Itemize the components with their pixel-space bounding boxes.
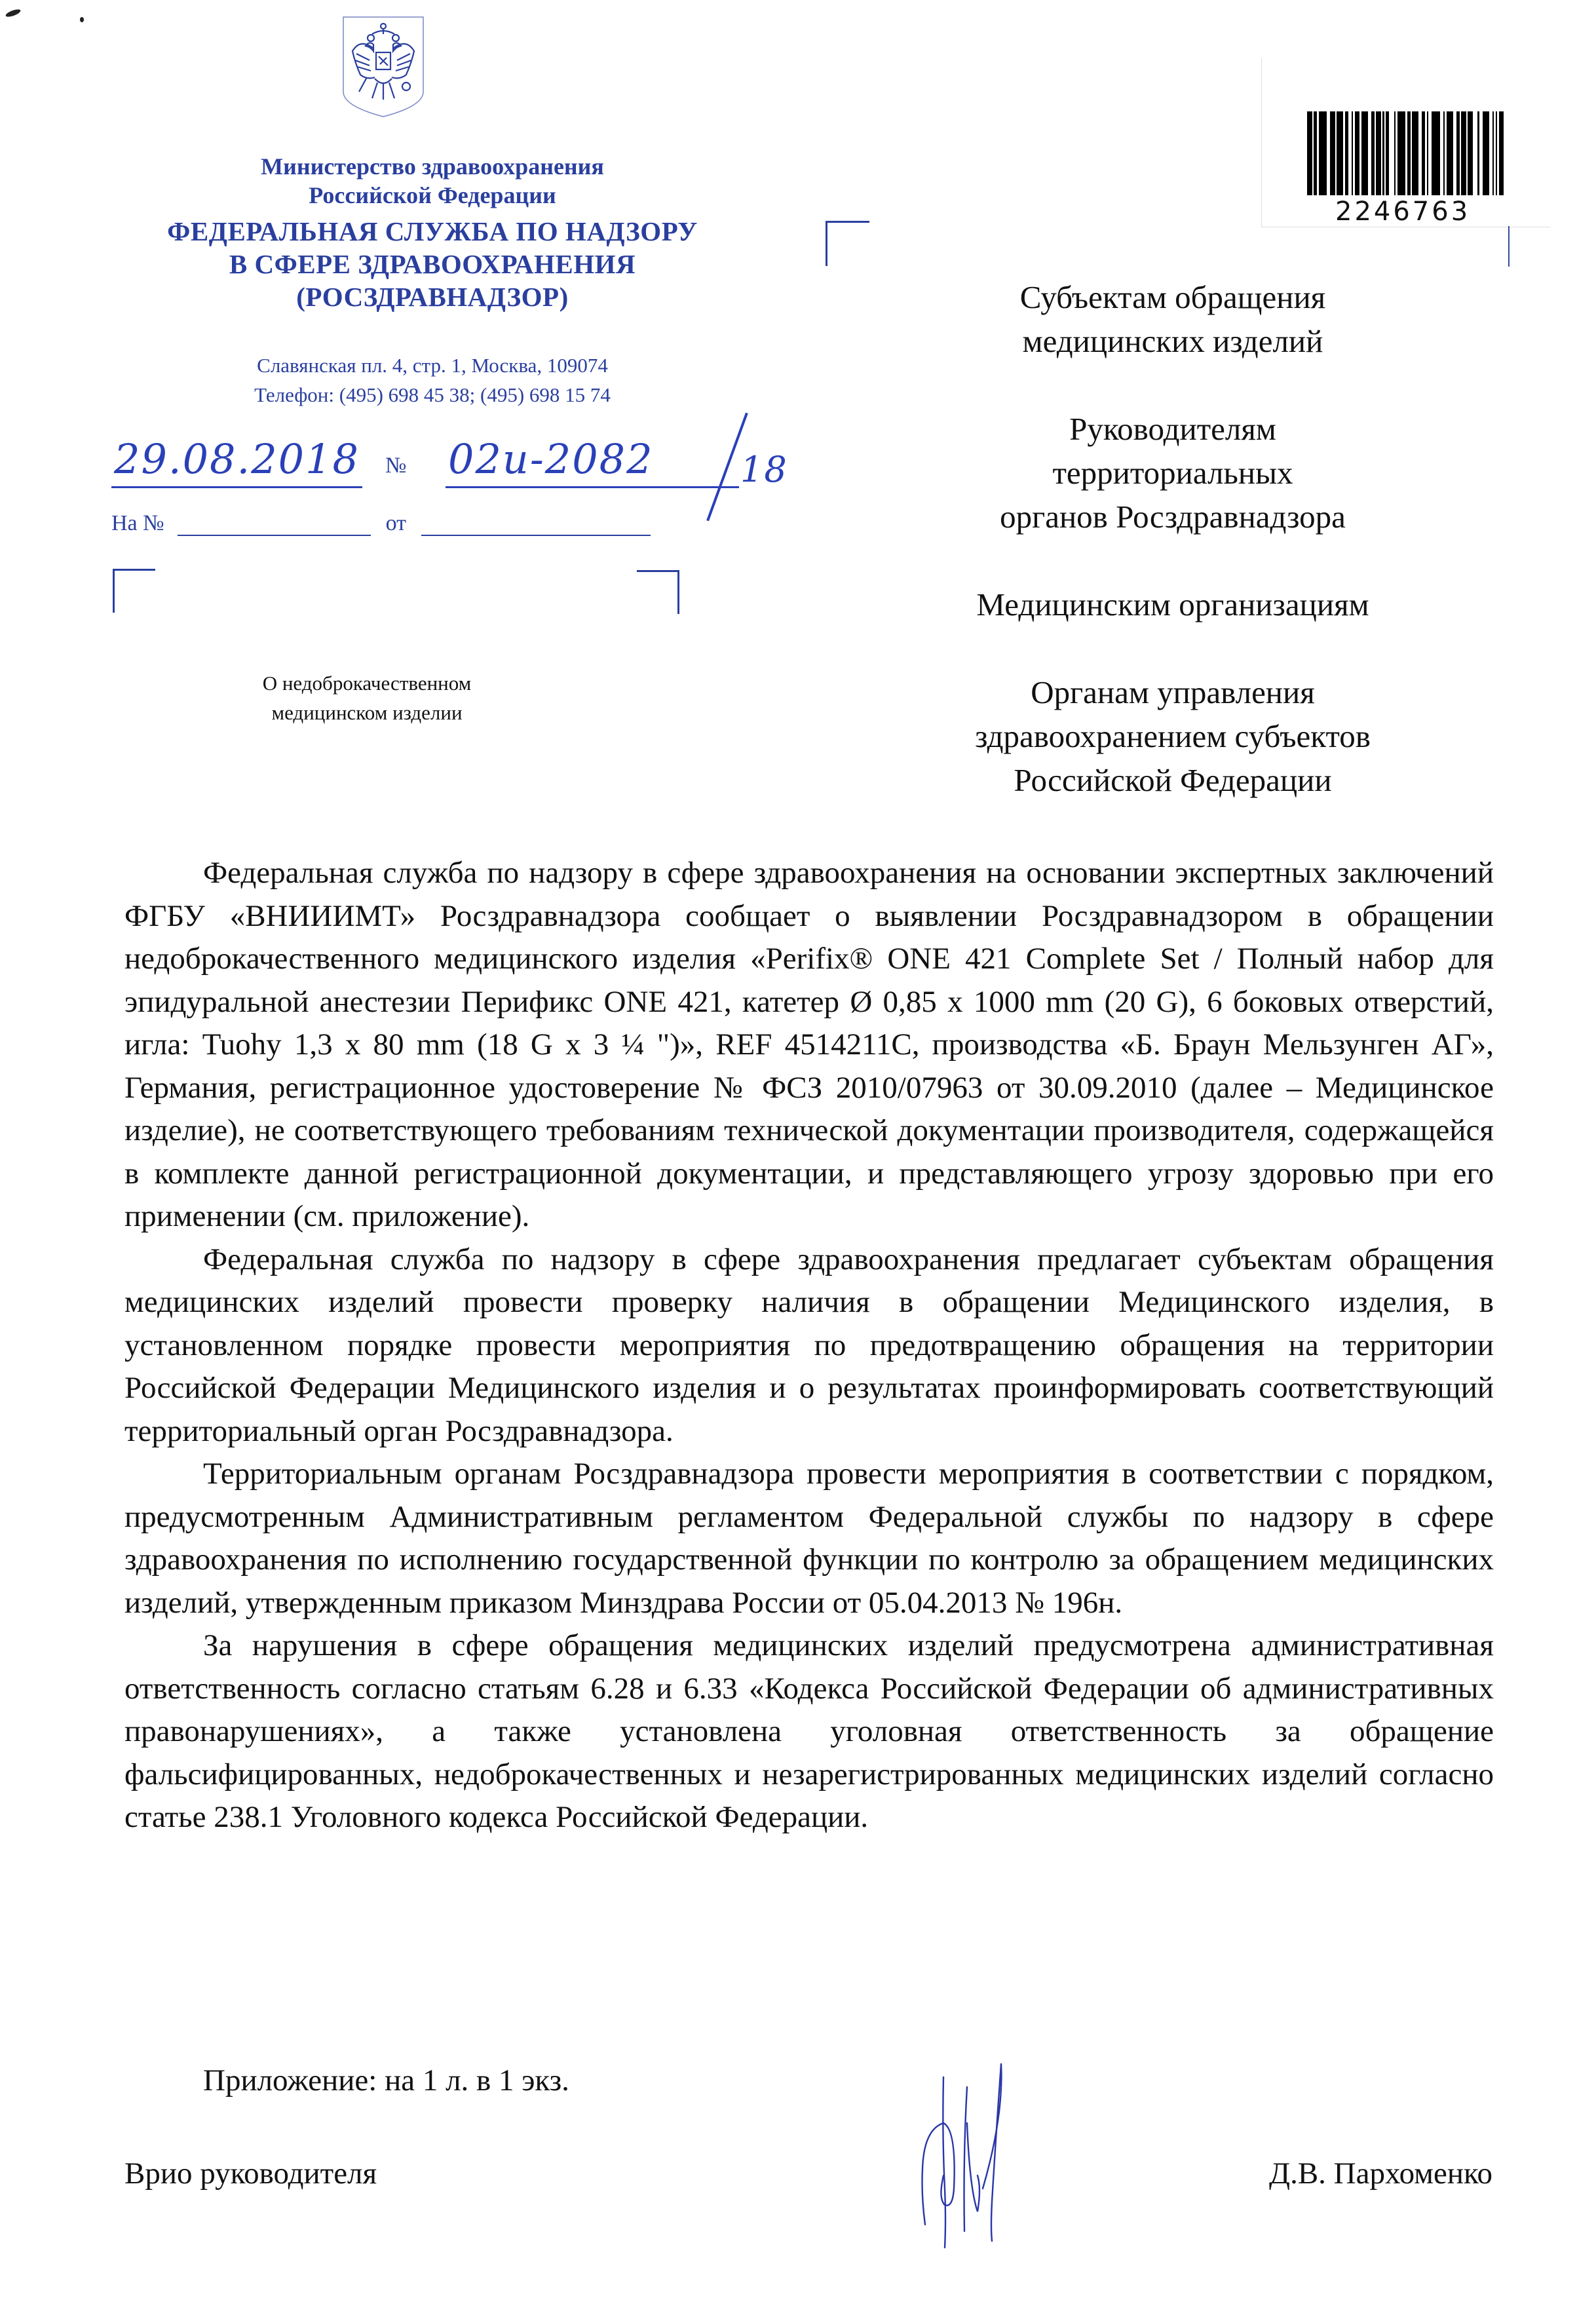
reply-date-label: от	[385, 511, 407, 535]
recipient-line: Российской Федерации	[1014, 762, 1332, 798]
phone-line: Телефон: (495) 698 45 38; (495) 698 15 74	[254, 383, 611, 406]
reply-number-field	[178, 515, 371, 536]
ministry-name-line-1: Министерство здравоохранения	[261, 153, 604, 180]
recipient-group	[904, 583, 1441, 626]
service-name-line-2: В СФЕРЕ ЗДРАВООХРАНЕНИЯ	[229, 249, 636, 279]
recipient-line: медицинских изделий	[1022, 323, 1323, 359]
barcode-bar	[1461, 111, 1466, 195]
subject-bracket-left	[113, 569, 155, 613]
number-sign: №	[385, 453, 407, 478]
body-paragraph: За нарушения в сфере обращения медицинских изделий предусмотрена административная ответственность согласно статьям 6.28 и 6.33 «Кодекса Российской Федерации об административных правонарушениях», а также установлена уголовная ответственность за обращение фальсифицированных, недоброкачественных и незарегистрированных медицинских изделий согласно статье 238.1 Уголовного кодекса Российской Федерации.	[124, 1628, 1494, 1834]
ministry-name-line-2: Российской Федерации	[309, 182, 556, 208]
registration-line	[111, 432, 832, 498]
attachment-note: Приложение: на 1 л. в 1 экз.	[203, 2063, 569, 2097]
recipient-line: территориальных	[1052, 455, 1293, 491]
body-paragraph: Федеральная служба по надзору в сфере здравоохранения предлагает субъектам обращения медицинских изделий провести проверку наличия в обращении Медицинского изделия, в установленном порядке провести мероприятия по предотвращению обращения на территории Российской Федерации Медицинского изделия и о результатах проинформировать соответствующий территориальный орган Росздравнадзора.	[124, 1242, 1494, 1448]
address-line: Славянская пл. 4, стр. 1, Москва, 109074	[257, 354, 608, 377]
scan-artifact	[5, 8, 21, 18]
scan-artifact	[80, 17, 84, 22]
barcode-bar	[1337, 111, 1343, 195]
subject-line: О недоброкачественном	[262, 672, 472, 695]
subject-line: медицинском изделии	[271, 701, 463, 724]
recipient-line: Медицинским организациям	[976, 586, 1369, 622]
registration-number: 02и-2082	[446, 432, 739, 488]
coat-of-arms-icon	[341, 14, 426, 118]
reply-reference-line	[111, 511, 701, 536]
barcode-bar	[1355, 111, 1360, 195]
barcode-bar	[1447, 111, 1453, 195]
reply-date-field	[421, 515, 651, 536]
barcode-bar	[1319, 111, 1327, 195]
signatory-title: Врио руководителя	[124, 2156, 377, 2191]
reply-number-label: На №	[111, 511, 164, 535]
registration-date: 29.08.2018	[111, 432, 362, 488]
recipient-line: здравоохранением субъектов	[975, 718, 1371, 754]
recipient-line: органов Росздравнадзора	[1000, 499, 1346, 535]
barcode-bar	[1483, 111, 1489, 195]
service-name-line-3: (РОСЗДРАВНАДЗОР)	[296, 282, 569, 312]
barcode-bar	[1432, 111, 1440, 195]
signature-icon	[904, 2058, 1035, 2254]
recipient-group	[904, 407, 1441, 539]
barcode-bar	[1376, 111, 1381, 195]
recipient-line: Органам управления	[1031, 674, 1315, 710]
body-paragraph: Федеральная служба по надзору в сфере здравоохранения на основании экспертных заключений ФГБУ «ВНИИИМТ» Росздравнадзора сообщает о выявлении Росздравнадзором в обращении недоброкачественного медицинского изделия «Perifix® ONE 421 Complete Set / Полный набор для эпидуральной анестезии Перификс ONE 421, катетер Ø 0,85 x 1000 mm (20 G), 6 боковых отверстий, игла: Tuohy 1,3 x 80 mm (18 G x 3 ¼ ")», REF 4514211C, производства «Б. Браун Мельзунген АГ», Германия, регистрационное удостоверение № ФСЗ 2010/07963 от 30.09.2010 (далее – Медицинское изделие), не соответствующего требованиям технической документации производителя, содержащейся в комплекте данной регистрационной документации, и представляющего угрозу здоровью при его применении (см. приложение).	[124, 856, 1494, 1233]
barcode-number: 2246763	[1335, 197, 1471, 227]
subject-bracket-right	[637, 570, 679, 614]
recipients-block	[904, 275, 1441, 846]
barcode-bar	[1412, 111, 1418, 195]
barcode-bar	[1499, 111, 1504, 195]
barcode	[1307, 111, 1504, 195]
registration-year-suffix: 18	[740, 449, 788, 490]
signatory-name: Д.В. Пархоменко	[1269, 2156, 1492, 2191]
address-bracket-tick	[1508, 226, 1510, 267]
barcode-bar	[1361, 111, 1368, 195]
recipient-line: Руководителям	[1069, 411, 1276, 447]
recipient-line: Субъектам обращения	[1019, 279, 1326, 315]
barcode-space	[1389, 111, 1394, 195]
service-name-line-1: ФЕДЕРАЛЬНАЯ СЛУЖБА ПО НАДЗОРУ	[167, 216, 698, 246]
recipient-group	[904, 275, 1441, 363]
barcode-space	[1473, 111, 1478, 195]
barcode-bar	[1307, 111, 1312, 195]
barcode-bar	[1468, 111, 1473, 195]
barcode-bar	[1330, 111, 1335, 195]
letter-subject	[216, 668, 518, 727]
letter-body	[124, 852, 1494, 1839]
body-paragraph: Территориальным органам Росздравнадзора провести мероприятия в соответствии с порядком, предусмотренным Административным регламентом Федеральной службы по надзору в сфере здравоохранения по исполнению государственной функции по контролю за обращением медицинских изделий, утвержденным приказом Минздрава России от 05.04.2013 № 196н.	[124, 1457, 1494, 1620]
recipient-group	[904, 670, 1441, 802]
barcode-bar	[1397, 111, 1406, 195]
address-bracket-top-left	[826, 221, 869, 266]
